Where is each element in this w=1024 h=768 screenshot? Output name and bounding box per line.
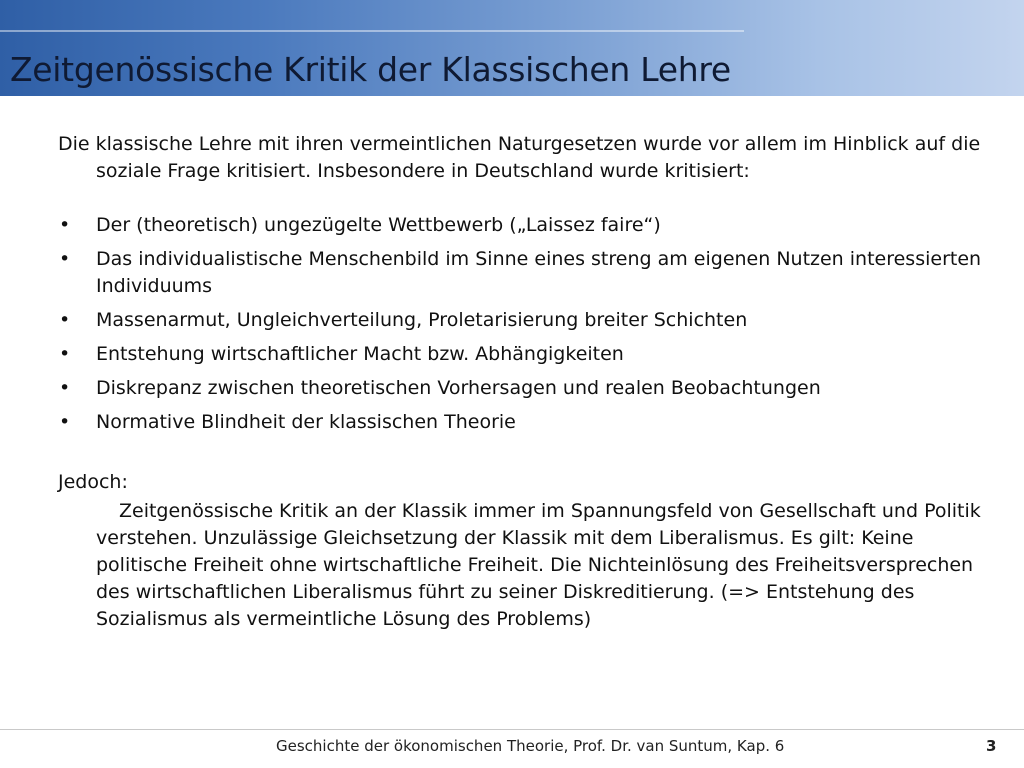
bullet-text: Normative Blindheit der klassischen Theorie (96, 411, 516, 433)
footer-divider (0, 729, 1024, 730)
bullet-item (58, 375, 1004, 402)
bullet-list (58, 212, 1004, 436)
bullet-item (58, 212, 1004, 239)
bullet-text: Massenarmut, Ungleichverteilung, Proletarisierung breiter Schichten (96, 309, 748, 331)
footer-caption: Geschichte der ökonomischen Theorie, Prof. Dr. van Suntum, Kap. 6 (276, 737, 785, 755)
bullet-item (58, 307, 1004, 334)
page-number: 3 (986, 737, 997, 755)
bullet-marker: • (59, 309, 71, 331)
banner-rule (0, 30, 744, 32)
jedoch-paragraph: Zeitgenössische Kritik an der Klassik immer im Spannungsfeld von Gesellschaft und Politik verstehen. Unzulässige Gleichsetzung der Klassik mit dem Liberalismus. Es gilt: Keine politische Freiheit ohne wirtschaftliche Freiheit. Die Nichteinlösung des Freiheitsversprechen des wirtschaftlichen Liberalismus führt zu seiner Diskreditierung. (=> Entstehung des Sozialismus als vermeintliche Lösung des Problems) (96, 500, 981, 630)
bullet-text: Entstehung wirtschaftlicher Macht bzw. Abhängigkeiten (96, 343, 624, 365)
intro-paragraph: Die klassische Lehre mit ihren vermeintlichen Naturgesetzen wurde vor allem im Hinblick auf die soziale Frage kritisiert. Insbesondere in Deutschland wurde kritisiert: (58, 133, 981, 182)
bullet-item (58, 409, 1004, 436)
bullet-marker: • (59, 248, 71, 270)
bullet-item (58, 341, 1004, 368)
title-banner (0, 0, 1024, 96)
bullet-text: Das individualistische Menschenbild im Sinne eines streng am eigenen Nutzen interessierten Individuums (96, 248, 982, 297)
bullet-marker: • (59, 214, 71, 236)
slide-body (58, 131, 1004, 633)
jedoch-label: Jedoch: (58, 471, 128, 493)
bullet-text: Der (theoretisch) ungezügelte Wettbewerb („Laissez faire“) (96, 214, 661, 236)
bullet-marker: • (59, 411, 71, 433)
bullet-item (58, 246, 1004, 300)
slide-title: Zeitgenössische Kritik der Klassischen Lehre (10, 50, 731, 89)
bullet-marker: • (59, 343, 71, 365)
bullet-text: Diskrepanz zwischen theoretischen Vorhersagen und realen Beobachtungen (96, 377, 821, 399)
bullet-marker: • (59, 377, 71, 399)
